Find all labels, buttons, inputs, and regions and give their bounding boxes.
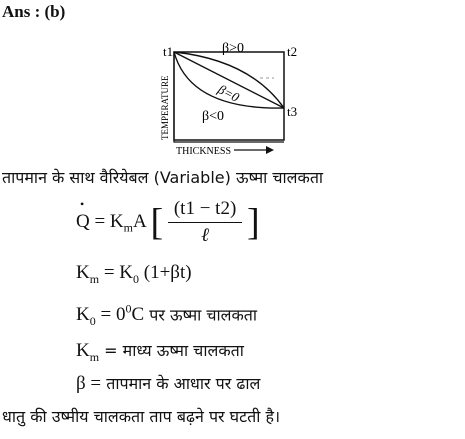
label-t1: t1 (163, 44, 174, 59)
intro-text: तापमान के साथ वैरियेबल (Variable) ऊष्मा चालकता (2, 168, 324, 187)
eq-k0-unit: C (131, 304, 145, 326)
beta-definition (76, 372, 260, 395)
eq-beta-lhs: β = (76, 373, 102, 394)
x-axis-arrowhead (266, 146, 274, 154)
label-beta-zero: β=0 (215, 81, 242, 105)
eq-rate-mid: A (133, 210, 146, 232)
eq-rate-sub: m (123, 220, 134, 235)
km-definition (76, 339, 244, 365)
y-axis-label: TEMPERATURE (160, 75, 170, 140)
right-bracket: ] (247, 201, 260, 244)
eq-rate-lhs: • Q = K (76, 211, 124, 233)
label-beta-negative: β<0 (202, 109, 225, 124)
eq-kmdef-lhs: K (76, 340, 90, 361)
temperature-thickness-figure (150, 40, 310, 165)
eq-beta-desc: तापमान के आधार पर ढाल (106, 374, 261, 393)
k0-definition (76, 302, 257, 329)
eq-km-rhs-sub: 0 (133, 271, 140, 286)
fraction-numerator: (t1 − t2) (168, 198, 242, 223)
answer-label: Ans : (b) (2, 2, 66, 21)
eq-k0-desc: पर ऊष्मा चालकता (149, 305, 258, 325)
mean-conductivity-equation (76, 262, 192, 287)
fraction (168, 198, 242, 247)
eq-k0-lhs-sub: 0 (89, 314, 96, 329)
left-bracket: [ (150, 201, 164, 244)
eq-k0-rhs: = 0 (100, 304, 126, 326)
heat-rate-equation (76, 198, 260, 247)
eq-kmdef-desc: = माध्य ऊष्मा चालकता (104, 341, 244, 360)
label-t3: t3 (287, 104, 298, 119)
eq-km-rhs: = K (103, 262, 134, 283)
label-t2: t2 (287, 44, 298, 59)
x-axis-label: THICKNESS (176, 146, 232, 157)
label-beta-positive: β>0 (222, 41, 245, 56)
eq-k0-lhs: K (76, 304, 90, 326)
fraction-denominator: ℓ (201, 225, 210, 246)
eq-kmdef-sub: m (89, 349, 100, 364)
eq-km-lhs: K (76, 262, 90, 283)
conclusion-text: धातु की उष्मीय चालकता ताप बढ़ने पर घटती है। (2, 407, 281, 426)
eq-km-lhs-sub: m (89, 271, 100, 286)
eq-k0-sup: 0 (125, 302, 132, 316)
eq-km-tail: (1+βt) (143, 262, 192, 283)
